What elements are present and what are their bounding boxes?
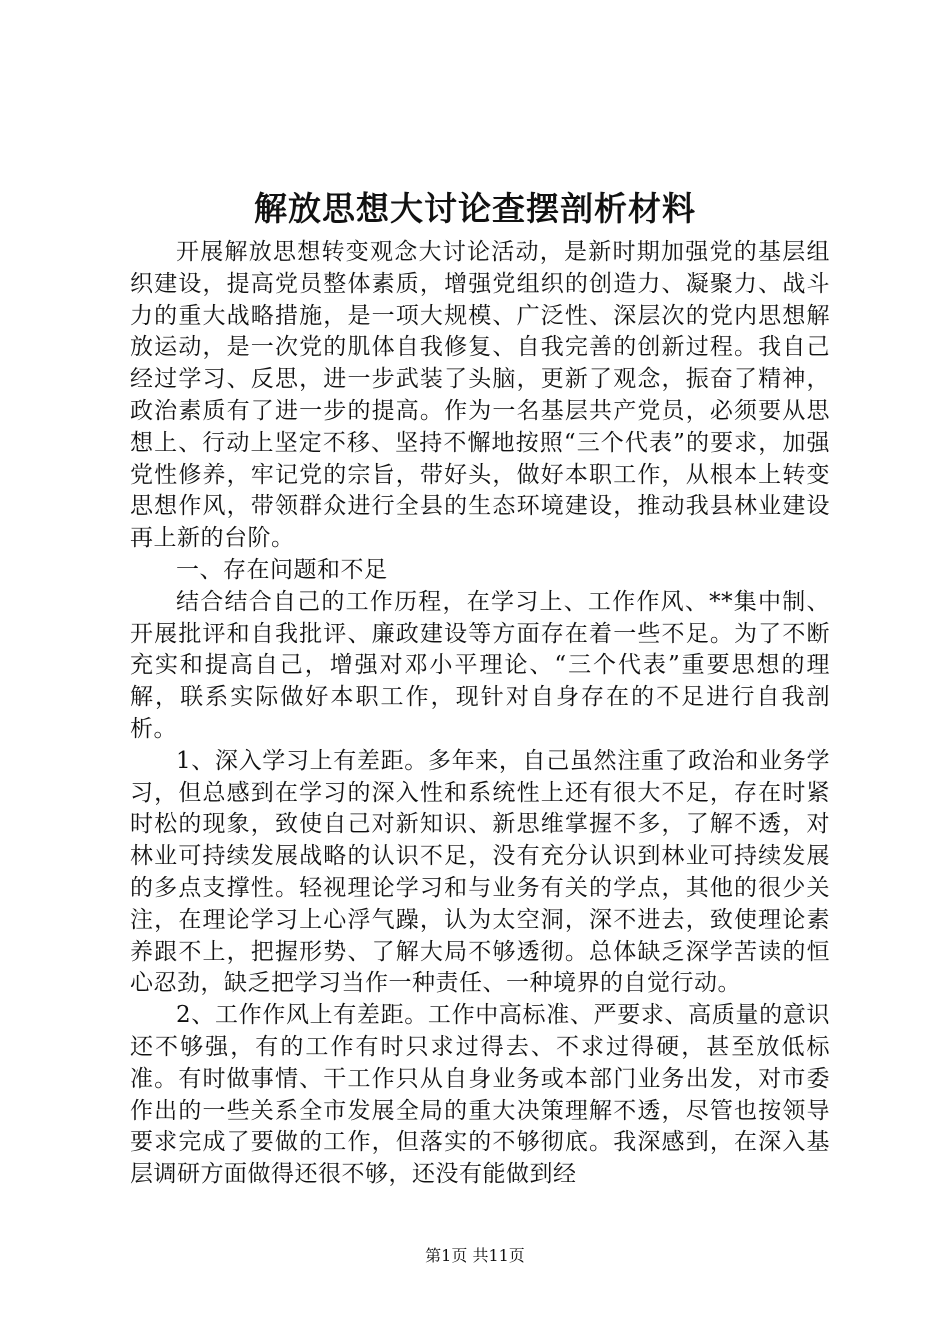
paragraph-intro: 开展解放思想转变观念大讨论活动，是新时期加强党的基层组织建设，提高党员整体素质，增强党组织的创造力、凝聚力、战斗力的重大战略措施，是一项大规模、广泛性、深层次的党内思想解放运动，是一次党的肌体自我修复、自我完善的创新过程。我自己经过学习、反思，进一步武装了头脑，更新了观念，振奋了精神，政治素质有了进一步的提高。作为一名基层共产党员，必须要从思想上、行动上坚定不移、坚持不懈地按照“三个代表”的要求，加强党性修养，牢记党的宗旨，带好头，做好本职工作，从根本上转变思想作风，带领群众进行全县的生态环境建设，推动我县林业建设再上新的台阶。 xyxy=(130,239,830,552)
document-title: 解放思想大讨论查摆剖析材料 xyxy=(254,189,696,228)
paragraph-work-style-gap: 2、工作作风上有差距。工作中高标准、严要求、高质量的意识还不够强，有的工作有时只求过得去、不求过得硬，甚至放低标准。有时做事情、干工作只从自身业务或本部门业务出发，对市委作出的一些关系全市发展全局的重大决策理解不透，尽管也按领导要求完成了要做的工作，但落实的不够彻底。我深感到，在深入基层调研方面做得还很不够，还没有能做到经 xyxy=(130,1002,830,1188)
paragraph-study-gap: 1、深入学习上有差距。多年来，自己虽然注重了政治和业务学习，但总感到在学习的深入性和系统性上还有很大不足，存在时紧时松的现象，致使自己对新知识、新思维掌握不多，了解不透，对林业可持续发展战略的认识不足，没有充分认识到林业可持续发展的多点支撑性。轻视理论学习和与业务有关的学点，其他的很少关注，在理论学习上心浮气躁，认为太空洞，深不进去，致使理论素养跟不上，把握形势、了解大局不够透彻。总体缺乏深学苦读的恒心忍劲，缺乏把学习当作一种责任、一种境界的自觉行动。 xyxy=(130,747,830,997)
page-number: 第1页 共11页 xyxy=(425,1246,525,1265)
paragraph-overview: 结合结合自己的工作历程，在学习上、工作作风、**集中制、开展批评和自我批评、廉政建设等方面存在着一些不足。为了不断充实和提高自己，增强对邓小平理论、“三个代表”重要思想的理解，联系实际做好本职工作，现针对自身存在的不足进行自我剖析。 xyxy=(130,588,830,742)
section-heading: 一、存在问题和不足 xyxy=(176,556,388,583)
document-body xyxy=(130,237,830,1191)
